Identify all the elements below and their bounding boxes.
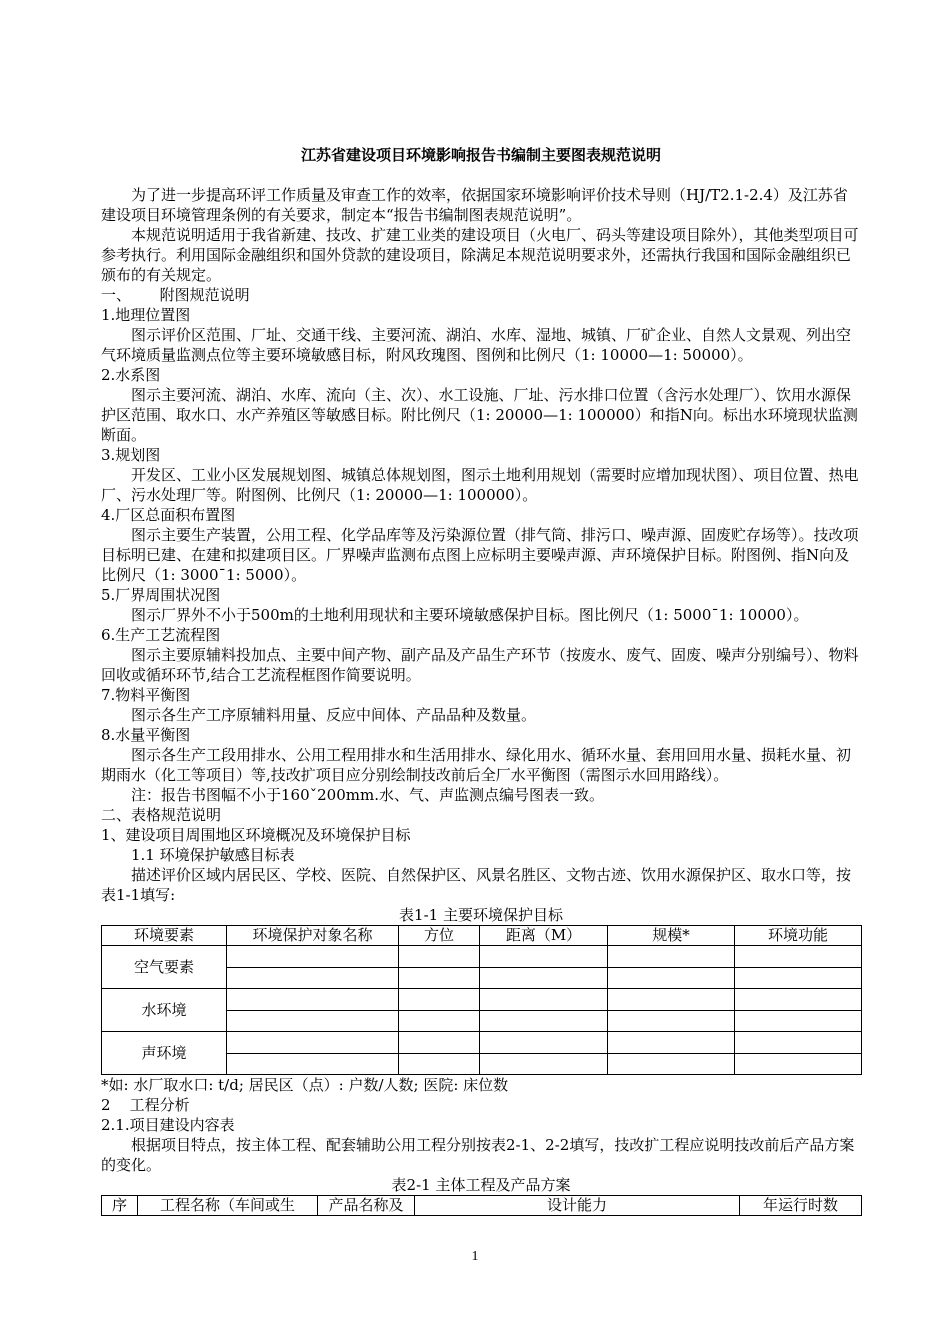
figure-text-4: 图示主要生产装置，公用工程、化学品库等及污染源位置（排气筒、排污口、噪声源、固废贮存场等）。技改项目标明已建、在建和拟建项目区。厂界噪声监测布点图上应标明主要噪声源、声环境保护目标。附图例、指N向及比例尺（1: 3000¯1: 5000）。 — [101, 526, 859, 584]
table-cell — [735, 1032, 862, 1054]
table-cell — [735, 1010, 862, 1032]
table-cell — [480, 989, 608, 1011]
figure-heading-1: 1.地理位置图 — [101, 306, 191, 324]
figure-heading-3: 3.规划图 — [101, 446, 161, 464]
group-label-noise: 声环境 — [102, 1032, 227, 1075]
table-cell — [399, 1053, 480, 1075]
table-cell — [480, 946, 608, 968]
subsection-heading-2-1: 2.1.项目建设内容表 — [101, 1116, 235, 1134]
figure-note: 注：报告书图幅不小于160ˇ200mm.水、气、声监测点编号图表一致。 — [131, 786, 604, 804]
section-heading-engineering: 2 工程分析 — [101, 1096, 190, 1114]
table-cell — [608, 989, 735, 1011]
figure-text-5: 图示厂界外不小于500m的土地利用现状和主要环境敏感保护目标。图比例尺（1: 5000¯1: 10000）。 — [131, 606, 809, 624]
table-cell — [399, 967, 480, 989]
figure-text-3: 开发区、工业小区发展规划图、城镇总体规划图，图示土地利用规划（需要时应增加现状图）、项目位置、热电厂、污水处理厂等。附图例、比例尺（1: 20000—1: 100000）。 — [101, 466, 859, 504]
figure-text-7: 图示各生产工序原辅料用量、反应中间体、产品品种及数量。 — [131, 706, 537, 724]
table-header-cell: 规模* — [608, 926, 735, 946]
table-header-cell: 工程名称（车间或生 — [138, 1196, 318, 1216]
page-number: 1 — [471, 1249, 479, 1264]
table-cell — [608, 1053, 735, 1075]
table-cell — [735, 946, 862, 968]
intro-paragraph-2: 本规范说明适用于我省新建、技改、扩建工业类的建设项目（火电厂、码头等建设项目除外），其他类型项目可参考执行。利用国际金融组织和国外贷款的建设项目，除满足本规范说明要求外，还需执行我国和国际金融组织已颁布的有关规定。 — [101, 226, 859, 284]
figure-heading-7: 7.物料平衡图 — [101, 686, 191, 704]
section-heading-figures: 一、 附图规范说明 — [101, 286, 250, 304]
table-cell — [227, 946, 399, 968]
table-header-cell: 距离（M） — [480, 926, 608, 946]
table-1-1-note: *如: 水厂取水口: t/d; 居民区（点）: 户数/人数; 医院: 床位数 — [101, 1076, 509, 1094]
table-header-cell: 设计能力 — [415, 1196, 740, 1216]
figure-heading-4: 4.厂区总面积布置图 — [101, 506, 236, 524]
table-cell — [608, 946, 735, 968]
table-cell — [735, 1053, 862, 1075]
subsection-text-1-1: 描述评价区域内居民区、学校、医院、自然保护区、风景名胜区、文物古迹、饮用水源保护区、取水口等，按表1-1填写: — [101, 866, 852, 904]
figure-text-1: 图示评价区范围、厂址、交通干线、主要河流、湖泊、水库、湿地、城镇、厂矿企业、自然人文景观、列出空气环境质量监测点位等主要环境敏感目标，附风玫瑰图、图例和比例尺（1: 10000—1: 50000）。 — [101, 326, 852, 364]
group-label-air: 空气要素 — [102, 946, 227, 989]
table-header-row — [102, 1196, 862, 1216]
figure-text-6: 图示主要原辅料投加点、主要中间产物、副产品及产品生产环节（按废水、废气、固废、噪声分别编号）、物料回收或循环环节,结合工艺流程框图作简要说明。 — [101, 646, 859, 684]
table-row — [102, 946, 862, 968]
figure-text-8: 图示各生产工段用排水、公用工程用排水和生活用排水、绿化用水、循环水量、套用回用水量、损耗水量、初期雨水（化工等项目）等,技改扩项目应分别绘制技改前后全厂水平衡图（需图示水回用路线）。 — [101, 746, 852, 784]
table-cell — [399, 1010, 480, 1032]
table-cell — [480, 1032, 608, 1054]
table-cell — [480, 967, 608, 989]
table-row — [102, 1032, 862, 1054]
table-header-cell: 环境功能 — [735, 926, 862, 946]
table-2-1-caption: 表2-1 主体工程及产品方案 — [391, 1176, 571, 1194]
table-cell — [735, 989, 862, 1011]
document-title: 江苏省建设项目环境影响报告书编制主要图表规范说明 — [300, 146, 661, 164]
table-cell — [227, 989, 399, 1011]
table-cell — [608, 967, 735, 989]
table-header-cell: 序 — [102, 1196, 138, 1216]
table-header-cell: 方位 — [399, 926, 480, 946]
subsection-heading-1: 1、建设项目周围地区环境概况及环境保护目标 — [101, 826, 411, 844]
table-cell — [227, 967, 399, 989]
figure-heading-8: 8.水量平衡图 — [101, 726, 191, 744]
table-cell — [399, 946, 480, 968]
table-cell — [608, 1032, 735, 1054]
table-cell — [480, 1053, 608, 1075]
figure-text-2: 图示主要河流、湖泊、水库、流向（主、次）、水工设施、厂址、污水排口位置（含污水处理厂）、饮用水源保护区范围、取水口、水产养殖区等敏感目标。附比例尺（1: 20000—1: 100000）和指N向。标出水环境现状监测断面。 — [101, 386, 858, 444]
table-cell — [608, 1010, 735, 1032]
table-cell — [227, 1053, 399, 1075]
subsection-text-2-1: 根据项目特点，按主体工程、配套辅助公用工程分别按表2-1、2-2填写，技改扩工程应说明技改前后产品方案的变化。 — [101, 1136, 855, 1174]
table-cell — [227, 1010, 399, 1032]
table-cell — [735, 967, 862, 989]
table-header-row — [102, 926, 862, 946]
table-header-cell: 产品名称及 — [318, 1196, 415, 1216]
table-cell — [399, 989, 480, 1011]
subsection-heading-1-1: 1.1 环境保护敏感目标表 — [131, 846, 295, 864]
document-body — [101, 140, 861, 1216]
table-1-1 — [101, 925, 862, 1075]
figure-heading-6: 6.生产工艺流程图 — [101, 626, 221, 644]
table-row — [102, 989, 862, 1011]
group-label-water: 水环境 — [102, 989, 227, 1032]
table-cell — [480, 1010, 608, 1032]
table-header-cell: 年运行时数 — [740, 1196, 862, 1216]
table-header-cell: 环境要素 — [102, 926, 227, 946]
table-2-1 — [101, 1195, 862, 1216]
figure-heading-5: 5.厂界周围状况图 — [101, 586, 221, 604]
table-1-1-caption: 表1-1 主要环境保护目标 — [399, 906, 563, 924]
intro-paragraph-1: 为了进一步提高环评工作质量及审查工作的效率，依据国家环境影响评价技术导则（HJ/T2.1-2.4）及江苏省建设项目环境管理条例的有关要求，制定本“报告书编制图表规范说明”。 — [101, 186, 848, 224]
section-heading-tables: 二、表格规范说明 — [101, 806, 222, 824]
table-cell — [227, 1032, 399, 1054]
table-header-cell: 环境保护对象名称 — [227, 926, 399, 946]
table-cell — [399, 1032, 480, 1054]
figure-heading-2: 2.水系图 — [101, 366, 161, 384]
